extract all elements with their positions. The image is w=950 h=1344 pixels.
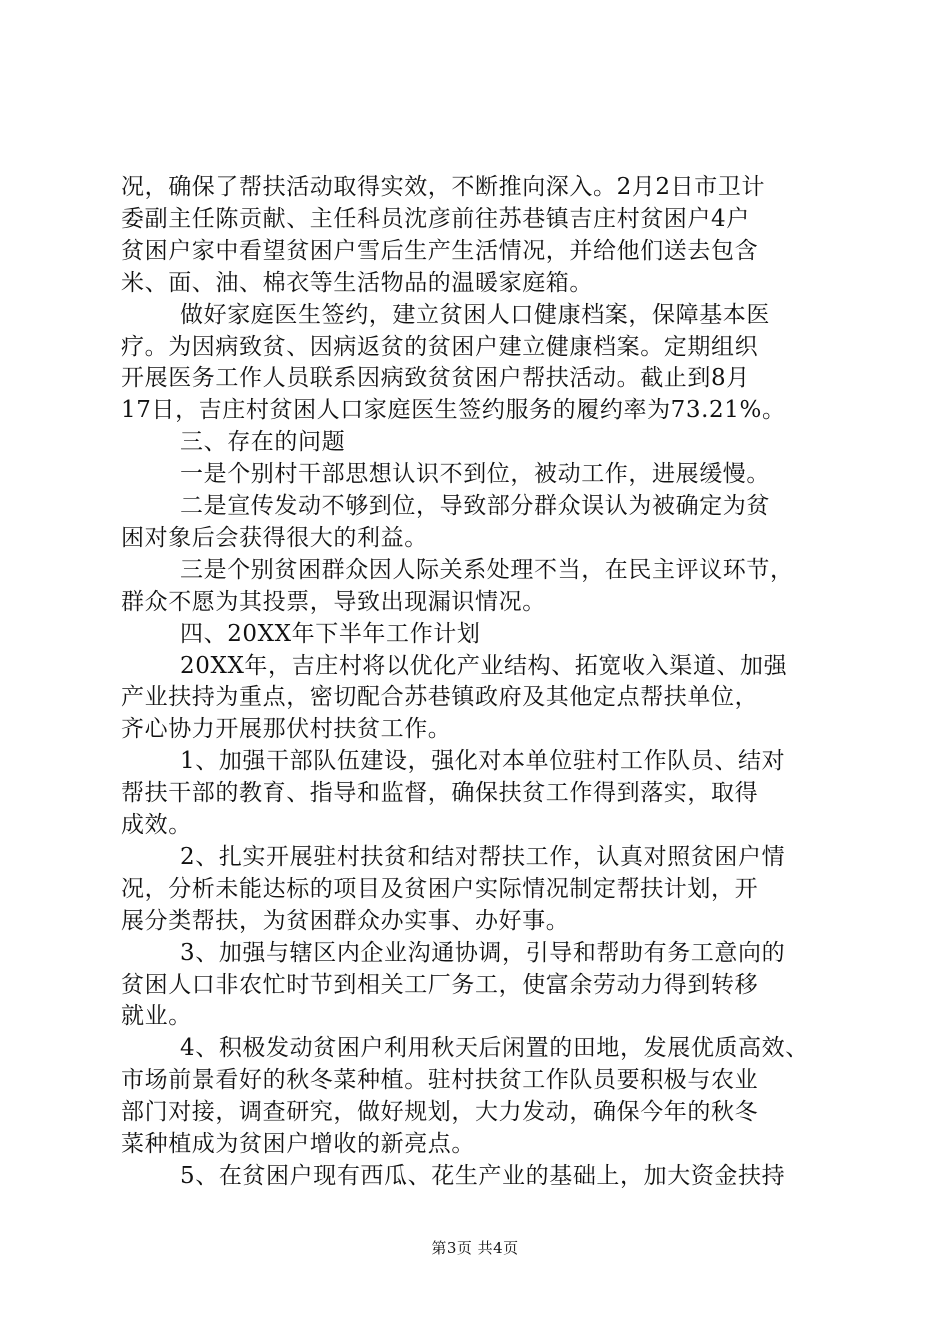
text-line: 二是宣传发动不够到位，导致部分群众误认为被确定为贫 [180,493,770,519]
text-line: 产业扶持为重点，密切配合苏巷镇政府及其他定点帮扶单位， [121,684,759,710]
text-line: 成效。 [121,812,192,838]
text-line: 展分类帮扶，为贫困群众办实事、办好事。 [121,908,570,934]
text-line: 4、积极发动贫困户利用秋天后闲置的田地，发展优质高效、 [180,1035,809,1061]
text-line: 委副主任陈贡献、主任科员沈彦前往苏巷镇吉庄村贫困户4户 [121,206,750,232]
text-line: 三、存在的问题 [180,429,346,455]
text-line: 米、面、油、棉衣等生活物品的温暖家庭箱。 [121,270,593,296]
text-line: 困对象后会获得很大的利益。 [121,525,428,551]
text-line: 就业。 [121,1003,192,1029]
text-line: 1、加强干部队伍建设，强化对本单位驻村工作队员、结对 [180,748,786,774]
text-line: 市场前景看好的秋冬菜种植。驻村扶贫工作队员要积极与农业 [121,1067,759,1093]
page-footer: 第3页 共4页 [431,1239,519,1257]
text-line: 三是个别贫困群众因人际关系处理不当，在民主评议环节， [180,557,794,583]
text-line: 菜种植成为贫困户增收的新亮点。 [121,1131,475,1157]
text-line: 3、加强与辖区内企业沟通协调，引导和帮助有务工意向的 [180,940,786,966]
text-line: 况，确保了帮扶活动取得实效，不断推向深入。2月2日市卫计 [121,174,766,200]
text-line: 一是个别村干部思想认识不到位，被动工作，进展缓慢。 [180,461,770,487]
text-line: 做好家庭医生签约，建立贫困人口健康档案，保障基本医 [180,302,770,328]
text-line: 四、20XX年下半年工作计划 [180,621,481,647]
text-line: 部门对接，调查研究，做好规划，大力发动，确保今年的秋冬 [121,1099,759,1125]
text-line: 况，分析未能达标的项目及贫困户实际情况制定帮扶计划，开 [121,876,759,902]
text-line: 贫困人口非农忙时节到相关工厂务工，使富余劳动力得到转移 [121,972,759,998]
text-line: 疗。为因病致贫、因病返贫的贫困户建立健康档案。定期组织 [121,334,759,360]
text-line: 帮扶干部的教育、指导和监督，确保扶贫工作得到落实，取得 [121,780,759,806]
text-line: 17日，吉庄村贫困人口家庭医生签约服务的履约率为73.21%。 [121,397,786,423]
text-line: 贫困户家中看望贫困户雪后生产生活情况，并给他们送去包含 [121,238,759,264]
text-line: 群众不愿为其投票，导致出现漏识情况。 [121,589,546,615]
text-line: 20XX年，吉庄村将以优化产业结构、拓宽收入渠道、加强 [180,653,788,679]
text-line: 齐心协力开展那伏村扶贫工作。 [121,716,452,742]
text-line: 2、扎实开展驻村扶贫和结对帮扶工作，认真对照贫困户情 [180,844,786,870]
text-line: 5、在贫困户现有西瓜、花生产业的基础上，加大资金扶持 [180,1163,786,1189]
text-line: 开展医务工作人员联系因病致贫贫困户帮扶活动。截止到8月 [121,365,750,391]
